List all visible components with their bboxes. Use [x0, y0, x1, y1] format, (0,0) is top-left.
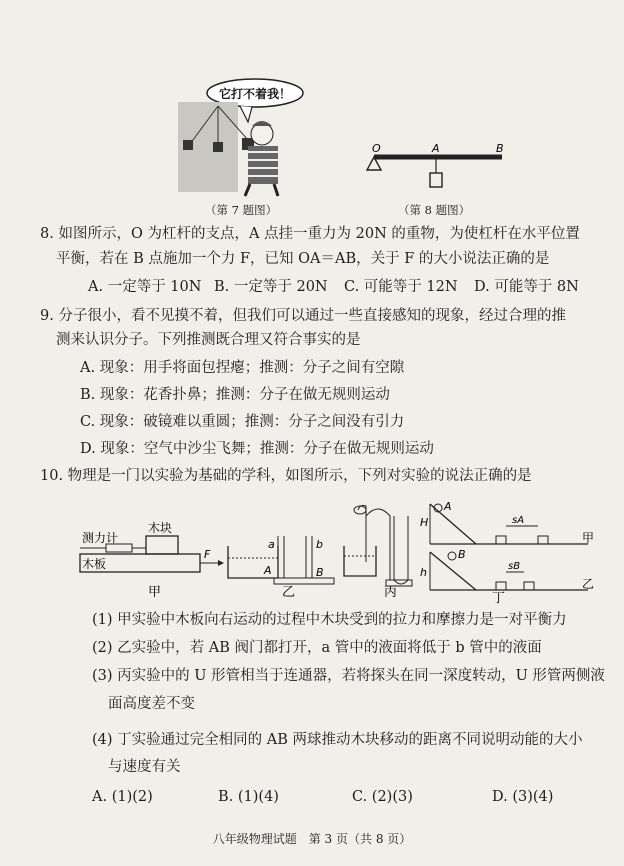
- fig10-label-right-jia: 甲: [582, 531, 595, 545]
- fig10-label-h-big: H: [420, 516, 429, 529]
- fig10-label-mukuai: 木块: [148, 521, 173, 535]
- q8-option-a: A. 一定等于 10N: [88, 279, 202, 295]
- q10-option-b: B. (1)(4): [218, 789, 279, 805]
- fig10-label-ball-b: B: [458, 548, 466, 561]
- q10-statement-3: (3) 丙实验中的 U 形管相当于连通器，若将探头在同一深度转动，U 形管两侧液: [92, 668, 605, 684]
- fig8-label-a: A: [432, 142, 440, 155]
- fig10-label-f: F: [204, 548, 211, 561]
- q8-option-b: B. 一定等于 20N: [214, 279, 328, 295]
- fig10-label-h-small: h: [420, 566, 427, 579]
- fig10-label-yi: 乙: [282, 585, 296, 600]
- fig10-label-ball-a: A: [444, 500, 452, 513]
- figure-10-experiments: [78, 496, 598, 604]
- q10-line-1: 10. 物理是一门以实验为基础的学科，如图所示，下列对实验的说法正确的是: [40, 468, 532, 484]
- fig10-label-right-yi: 乙: [582, 577, 595, 591]
- q9-option-a: A. 现象：用手将面包捏瘪；推测：分子之间有空隙: [80, 360, 405, 376]
- fig8-label-o: O: [372, 142, 381, 155]
- fig10-label-celiji: 测力计: [82, 531, 119, 545]
- fig7-speech-text: 它打不着我！: [218, 87, 292, 101]
- fig10-label-b-pipe: b: [316, 538, 323, 551]
- figure-8-caption: （第 8 题图）: [398, 203, 471, 217]
- q8-option-c: C. 可能等于 12N: [344, 279, 458, 295]
- q10-statement-4: (4) 丁实验通过完全相同的 AB 两球推动木块移动的距离不同说明动能的大小: [92, 732, 583, 748]
- q9-option-b: B. 现象：花香扑鼻；推测：分子在做无规则运动: [80, 387, 390, 403]
- q9-line-1: 9. 分子很小，看不见摸不着，但我们可以通过一些直接感知的现象，经过合理的推: [40, 308, 566, 324]
- q8-option-d: D. 可能等于 8N: [474, 279, 579, 295]
- fig10-label-valve-a: A: [264, 564, 272, 577]
- q10-option-a: A. (1)(2): [92, 789, 153, 805]
- q10-option-c: C. (2)(3): [352, 789, 413, 805]
- fig10-label-ding: 丁: [492, 591, 506, 604]
- q9-option-d: D. 现象：空气中沙尘飞舞；推测：分子在做无规则运动: [80, 441, 434, 457]
- experiment-yi-diagram: [228, 536, 334, 600]
- page-footer: 八年级物理试题 第 3 页（共 8 页）: [212, 832, 412, 846]
- experiment-jia-diagram: [80, 520, 224, 600]
- fig10-label-valve-b: B: [316, 566, 324, 579]
- experiment-ding-diagram: [420, 500, 594, 604]
- q10-option-d: D. (3)(4): [492, 789, 554, 805]
- figure-7-caption: （第 7 题图）: [205, 203, 278, 217]
- q8-line-1: 8. 如图所示，O 为杠杆的支点，A 点挂一重力为 20N 的重物，为使杠杆在水平位置: [40, 226, 580, 242]
- q8-line-2: 平衡，若在 B 点施加一个力 F，已知 OA＝AB，关于 F 的大小说法正确的是: [56, 251, 550, 267]
- q9-option-c: C. 现象：破镜难以重圆；推测：分子之间没有引力: [80, 414, 405, 430]
- experiment-bing-diagram: [344, 506, 412, 601]
- fig10-label-a-pipe: a: [268, 538, 275, 551]
- q10-statement-4-cont: 与速度有关: [108, 759, 181, 775]
- fig8-label-b: B: [496, 142, 504, 155]
- q9-line-2: 测来认识分子。下列推测既合理又符合事实的是: [56, 332, 361, 348]
- q10-statement-2: (2) 乙实验中，若 AB 阀门都打开，a 管中的液面将低于 b 管中的液面: [92, 640, 542, 656]
- fig10-label-sa: sA: [512, 515, 525, 526]
- q10-statement-3-cont: 面高度差不变: [108, 696, 195, 712]
- fig10-label-muban: 木板: [82, 557, 107, 571]
- figure-7-cartoon: [170, 72, 305, 197]
- fig10-label-jia: 甲: [148, 585, 162, 600]
- figure-8-lever: [362, 140, 512, 195]
- fig10-label-bing: 丙: [384, 585, 398, 600]
- fig10-label-sb: sB: [508, 561, 521, 572]
- q10-statement-1: (1) 甲实验中木板向右运动的过程中木块受到的拉力和摩擦力是一对平衡力: [92, 612, 567, 628]
